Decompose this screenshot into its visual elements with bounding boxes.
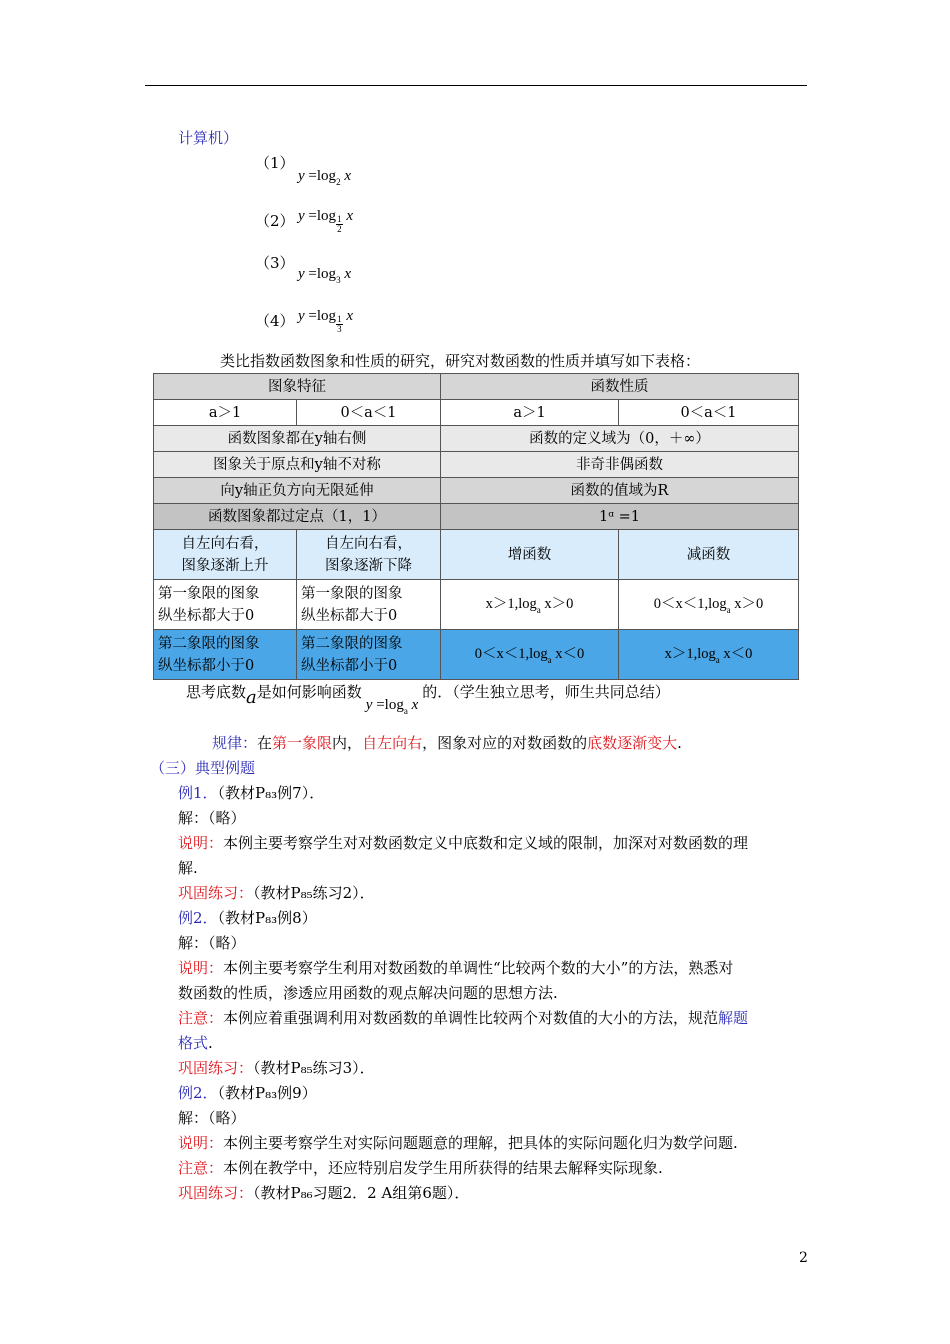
row-symmetry-left: 图象关于原点和y轴不对称 bbox=[154, 452, 441, 478]
formula-3: $y =\log_3$ x bbox=[298, 266, 351, 285]
formula-1: $y =\log_2$ x bbox=[298, 168, 351, 187]
header-function-properties: 函数性质 bbox=[441, 374, 799, 400]
row-domain-right: 函数的定义域为（0，＋∞） bbox=[441, 426, 799, 452]
line-attention-2a: 注意：本例应着重强调利用对数函数的单调性比较两个对数值的大小的方法，规范解题 bbox=[178, 1009, 749, 1027]
line-note-2a: 说明：本例主要考察学生利用对数函数的单调性“比较两个数的大小”的方法，熟悉对 bbox=[178, 959, 734, 977]
line-example-2: 例2．（教材P₈₃例8） bbox=[178, 909, 317, 927]
think-line: 思考底数a是如何影响函数$y =\log_a$ x的．（学生独立思考，师生共同总结） bbox=[186, 683, 670, 716]
sub-header-a-lt-1-right: 0＜a＜1 bbox=[619, 400, 799, 426]
line-note-1a: 说明：本例主要考察学生对对数函数定义中底数和定义域的限制，加深对对数函数的理 bbox=[178, 834, 749, 852]
rule-line: 规律：在第一象限内，自左向右，图象对应的对数函数的底数逐渐变大. bbox=[212, 734, 682, 752]
line-practice-3: 巩固练习：（教材P₈₆习题2．2 A组第6题）． bbox=[178, 1184, 470, 1202]
line-attention-2b: 格式. bbox=[178, 1034, 213, 1052]
row-range-left: 向y轴正负方向无限延伸 bbox=[154, 478, 441, 504]
header-rule bbox=[145, 85, 807, 86]
q1-cell-formula-decreasing: $0<x<1,\log_a$ x＞0 bbox=[619, 580, 799, 630]
line-attention-3: 注意：本例在教学中，还应特别启发学生用所获得的结果去解释实际现象. bbox=[178, 1159, 663, 1177]
line-example-3: 例2．（教材P₈₃例9） bbox=[178, 1084, 317, 1102]
line-solution-2: 解：（略） bbox=[178, 934, 246, 952]
q2-cell-a-gt-1: 第二象限的图象 纵坐标都小于0 bbox=[154, 630, 297, 680]
row-range-right: 函数的值域为R bbox=[441, 478, 799, 504]
q2-cell-a-lt-1: 第二象限的图象 纵坐标都小于0 bbox=[297, 630, 441, 680]
row-symmetry-right: 非奇非偶函数 bbox=[441, 452, 799, 478]
formula-3-label: （3） bbox=[255, 254, 295, 272]
mono-cell-increasing: 增函数 bbox=[441, 530, 619, 580]
table-intro: 类比指数函数图象和性质的研究，研究对数函数的性质并填写如下表格： bbox=[220, 352, 701, 370]
formula-2: y =log $\frac{1}{2}$ x bbox=[298, 208, 353, 235]
page-number: 2 bbox=[799, 1250, 808, 1266]
line-practice-1: 巩固练习：（教材P₈₅练习2）． bbox=[178, 884, 375, 902]
line-solution-1: 解：（略） bbox=[178, 809, 246, 827]
line-note-1b: 解. bbox=[178, 859, 198, 877]
row-domain-left: 函数图象都在y轴右侧 bbox=[154, 426, 441, 452]
q1-cell-formula-increasing: $x>1,\log_a$ x＞0 bbox=[441, 580, 619, 630]
formula-4: y =log $\frac{1}{3}$ x bbox=[298, 308, 353, 335]
formula-4-label: （4） bbox=[255, 312, 295, 330]
section-title: （三）典型例题 bbox=[150, 759, 256, 777]
line-note-3: 说明：本例主要考察学生对实际问题题意的理解，把具体的实际问题化归为数学问题. bbox=[178, 1134, 738, 1152]
intro-computer-tail: 计算机） bbox=[178, 129, 239, 147]
mono-cell-decreasing: 减函数 bbox=[619, 530, 799, 580]
sub-header-a-gt-1-right: a＞1 bbox=[441, 400, 619, 426]
line-practice-2: 巩固练习：（教材P₈₅练习3）． bbox=[178, 1059, 375, 1077]
sub-header-a-gt-1-left: a＞1 bbox=[154, 400, 297, 426]
line-example-1: 例1．（教材P₈₃例7）． bbox=[178, 784, 325, 802]
row-fixed-point-left: 函数图象都过定点（1，1） bbox=[154, 504, 441, 530]
header-graph-features: 图象特征 bbox=[154, 374, 441, 400]
line-note-2b: 数函数的性质，渗透应用函数的观点解决问题的思想方法. bbox=[178, 984, 558, 1002]
mono-cell-decreasing-graph: 自左向右看， 图象逐渐下降 bbox=[297, 530, 441, 580]
formula-1-label: （1） bbox=[255, 154, 295, 172]
sub-header-a-lt-1-left: 0＜a＜1 bbox=[297, 400, 441, 426]
properties-table bbox=[153, 373, 799, 680]
mono-cell-increasing-graph: 自左向右看， 图象逐渐上升 bbox=[154, 530, 297, 580]
row-fixed-point-right: 1ᵅ =1 bbox=[441, 504, 799, 530]
q2-cell-formula-decreasing: $x>1,\log_a$ x＜0 bbox=[619, 630, 799, 680]
q2-cell-formula-increasing: $0<x<1,\log_a$ x＜0 bbox=[441, 630, 619, 680]
q1-cell-a-gt-1: 第一象限的图象 纵坐标都大于0 bbox=[154, 580, 297, 630]
line-solution-3: 解：（略） bbox=[178, 1109, 246, 1127]
formula-2-label: （2） bbox=[255, 212, 295, 230]
q1-cell-a-lt-1: 第一象限的图象 纵坐标都大于0 bbox=[297, 580, 441, 630]
